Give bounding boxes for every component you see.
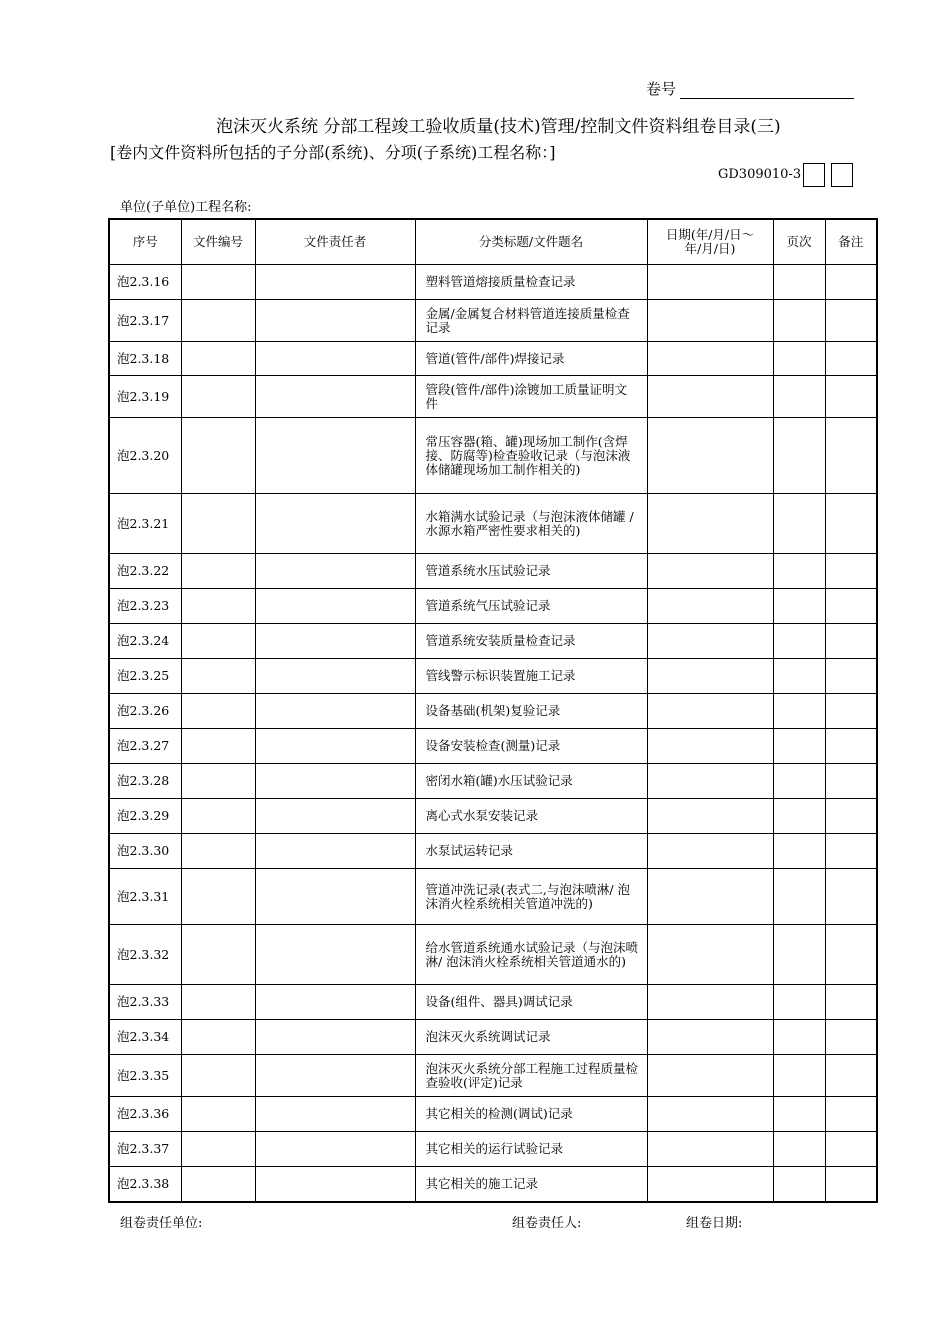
row-seq: 泡2.3.35 <box>109 1055 181 1097</box>
row-page <box>773 985 825 1020</box>
table-row <box>109 985 877 1020</box>
row-seq: 泡2.3.33 <box>109 985 181 1020</box>
row-remark <box>825 869 877 925</box>
row-date <box>647 624 773 659</box>
row-page <box>773 799 825 834</box>
row-remark <box>825 764 877 799</box>
row-remark <box>825 342 877 376</box>
row-title: 管线警示标识装置施工记录 <box>415 659 647 694</box>
row-date <box>647 694 773 729</box>
table-row <box>109 554 877 589</box>
row-page <box>773 925 825 985</box>
volume-number-line <box>680 98 854 99</box>
col-header-remark: 备注 <box>825 219 877 265</box>
row-title: 其它相关的施工记录 <box>415 1167 647 1202</box>
row-page <box>773 418 825 494</box>
row-seq: 泡2.3.31 <box>109 869 181 925</box>
row-page <box>773 694 825 729</box>
row-file-no <box>181 764 255 799</box>
col-header-page: 页次 <box>773 219 825 265</box>
row-page <box>773 1097 825 1132</box>
row-file-no <box>181 376 255 418</box>
row-page <box>773 494 825 554</box>
row-page <box>773 624 825 659</box>
table-row <box>109 589 877 624</box>
row-responsible <box>255 624 415 659</box>
row-remark <box>825 694 877 729</box>
row-date <box>647 799 773 834</box>
row-responsible <box>255 694 415 729</box>
row-seq: 泡2.3.21 <box>109 494 181 554</box>
row-title: 水箱满水试验记录（与泡沫液体储罐 /水源水箱严密性要求相关的) <box>415 494 647 554</box>
row-responsible <box>255 1020 415 1055</box>
row-remark <box>825 925 877 985</box>
row-seq: 泡2.3.36 <box>109 1097 181 1132</box>
row-remark <box>825 1020 877 1055</box>
row-date <box>647 494 773 554</box>
col-header-file-no: 文件编号 <box>181 219 255 265</box>
form-code: GD309010-3 <box>718 167 802 182</box>
row-file-no <box>181 1020 255 1055</box>
row-remark <box>825 659 877 694</box>
row-file-no <box>181 1132 255 1167</box>
table-row <box>109 869 877 925</box>
col-header-title: 分类标题/文件题名 <box>415 219 647 265</box>
row-title: 泡沫灭火系统分部工程施工过程质量检查验收(评定)记录 <box>415 1055 647 1097</box>
row-seq: 泡2.3.22 <box>109 554 181 589</box>
row-seq: 泡2.3.17 <box>109 300 181 342</box>
table-row <box>109 1020 877 1055</box>
code-box-2 <box>831 163 853 187</box>
footer-date-label: 组卷日期: <box>686 1216 743 1231</box>
table-row <box>109 1167 877 1202</box>
row-responsible <box>255 589 415 624</box>
row-file-no <box>181 985 255 1020</box>
row-seq: 泡2.3.18 <box>109 342 181 376</box>
row-date <box>647 834 773 869</box>
table-row <box>109 1055 877 1097</box>
unit-name-label: 单位(子单位)工程名称: <box>120 200 252 215</box>
row-responsible <box>255 729 415 764</box>
row-title: 塑料管道熔接质量检查记录 <box>415 265 647 300</box>
row-file-no <box>181 659 255 694</box>
row-responsible <box>255 376 415 418</box>
row-date <box>647 925 773 985</box>
row-file-no <box>181 834 255 869</box>
row-file-no <box>181 925 255 985</box>
footer-person-label: 组卷责任人: <box>512 1216 582 1231</box>
row-page <box>773 1055 825 1097</box>
row-remark <box>825 834 877 869</box>
row-seq: 泡2.3.34 <box>109 1020 181 1055</box>
row-page <box>773 834 825 869</box>
col-header-seq: 序号 <box>109 219 181 265</box>
table-row <box>109 1097 877 1132</box>
row-title: 密闭水箱(罐)水压试验记录 <box>415 764 647 799</box>
row-page <box>773 554 825 589</box>
row-date <box>647 659 773 694</box>
row-title: 管道冲洗记录(表式二,与泡沫喷淋/ 泡沫消火栓系统相关管道冲洗的) <box>415 869 647 925</box>
row-responsible <box>255 494 415 554</box>
row-title: 管道系统安装质量检查记录 <box>415 624 647 659</box>
row-file-no <box>181 1167 255 1202</box>
row-responsible <box>255 799 415 834</box>
row-date <box>647 418 773 494</box>
row-responsible <box>255 764 415 799</box>
row-title: 水泵试运转记录 <box>415 834 647 869</box>
row-file-no <box>181 799 255 834</box>
row-page <box>773 659 825 694</box>
row-title: 给水管道系统通水试验记录（与泡沫喷淋/ 泡沫消火栓系统相关管道通水的) <box>415 925 647 985</box>
row-seq: 泡2.3.16 <box>109 265 181 300</box>
row-page <box>773 300 825 342</box>
row-responsible <box>255 554 415 589</box>
volume-label: 卷号 <box>646 80 677 98</box>
row-title: 管道系统气压试验记录 <box>415 589 647 624</box>
col-header-responsible: 文件责任者 <box>255 219 415 265</box>
row-remark <box>825 1097 877 1132</box>
row-file-no <box>181 342 255 376</box>
table-row <box>109 300 877 342</box>
col-header-date <box>647 219 773 265</box>
row-date <box>647 589 773 624</box>
row-title: 其它相关的运行试验记录 <box>415 1132 647 1167</box>
col-header-date-text: 日期(年/月/日～年/月/日) <box>665 227 755 256</box>
row-seq: 泡2.3.25 <box>109 659 181 694</box>
row-file-no <box>181 624 255 659</box>
table-row <box>109 659 877 694</box>
row-title: 管道(管件/部件)焊接记录 <box>415 342 647 376</box>
row-date <box>647 265 773 300</box>
row-date <box>647 1055 773 1097</box>
row-file-no <box>181 1097 255 1132</box>
row-remark <box>825 1132 877 1167</box>
row-date <box>647 1132 773 1167</box>
code-box-1 <box>803 163 825 187</box>
row-responsible <box>255 985 415 1020</box>
row-responsible <box>255 300 415 342</box>
row-title: 泡沫灭火系统调试记录 <box>415 1020 647 1055</box>
row-date <box>647 1167 773 1202</box>
row-date <box>647 764 773 799</box>
row-remark <box>825 494 877 554</box>
row-responsible <box>255 418 415 494</box>
row-remark <box>825 265 877 300</box>
row-seq: 泡2.3.24 <box>109 624 181 659</box>
row-seq: 泡2.3.38 <box>109 1167 181 1202</box>
row-page <box>773 1167 825 1202</box>
row-file-no <box>181 729 255 764</box>
row-title: 设备(组件、器具)调试记录 <box>415 985 647 1020</box>
row-remark <box>825 554 877 589</box>
page-subtitle: [卷内文件资料所包括的子分部(系统)、分项(子系统)工程名称：] <box>110 143 556 162</box>
row-date <box>647 554 773 589</box>
row-file-no <box>181 418 255 494</box>
row-page <box>773 1132 825 1167</box>
row-seq: 泡2.3.19 <box>109 376 181 418</box>
row-seq: 泡2.3.26 <box>109 694 181 729</box>
row-title: 常压容器(箱、罐)现场加工制作(含焊接、防腐等)检查验收记录（与泡沫液体储罐现场加工制作相关的) <box>415 418 647 494</box>
row-remark <box>825 985 877 1020</box>
row-file-no <box>181 265 255 300</box>
row-seq: 泡2.3.27 <box>109 729 181 764</box>
row-seq: 泡2.3.30 <box>109 834 181 869</box>
row-seq: 泡2.3.37 <box>109 1132 181 1167</box>
row-file-no <box>181 554 255 589</box>
table-row <box>109 265 877 300</box>
table-header-row <box>109 219 877 265</box>
row-remark <box>825 589 877 624</box>
row-title: 管段(管件/部件)涂镀加工质量证明文件 <box>415 376 647 418</box>
row-remark <box>825 418 877 494</box>
table-row <box>109 925 877 985</box>
row-remark <box>825 376 877 418</box>
table-row <box>109 418 877 494</box>
row-date <box>647 342 773 376</box>
row-date <box>647 300 773 342</box>
row-remark <box>825 799 877 834</box>
row-responsible <box>255 1167 415 1202</box>
row-responsible <box>255 869 415 925</box>
row-seq: 泡2.3.23 <box>109 589 181 624</box>
row-remark <box>825 729 877 764</box>
row-page <box>773 265 825 300</box>
row-remark <box>825 1055 877 1097</box>
row-date <box>647 1097 773 1132</box>
row-title: 管道系统水压试验记录 <box>415 554 647 589</box>
row-file-no <box>181 589 255 624</box>
row-responsible <box>255 925 415 985</box>
row-responsible <box>255 265 415 300</box>
row-title: 金属/金属复合材料管道连接质量检查记录 <box>415 300 647 342</box>
row-seq: 泡2.3.28 <box>109 764 181 799</box>
row-title: 设备安装检查(测量)记录 <box>415 729 647 764</box>
row-file-no <box>181 494 255 554</box>
row-seq: 泡2.3.20 <box>109 418 181 494</box>
table-row <box>109 1132 877 1167</box>
catalog-table <box>108 218 878 1203</box>
row-page <box>773 729 825 764</box>
row-page <box>773 869 825 925</box>
row-responsible <box>255 342 415 376</box>
row-responsible <box>255 659 415 694</box>
row-page <box>773 376 825 418</box>
row-title: 离心式水泵安装记录 <box>415 799 647 834</box>
table-row <box>109 342 877 376</box>
table-row <box>109 764 877 799</box>
row-page <box>773 589 825 624</box>
table-row <box>109 376 877 418</box>
row-file-no <box>181 694 255 729</box>
row-remark <box>825 624 877 659</box>
row-responsible <box>255 1055 415 1097</box>
row-remark <box>825 300 877 342</box>
row-remark <box>825 1167 877 1202</box>
row-date <box>647 376 773 418</box>
row-file-no <box>181 869 255 925</box>
row-date <box>647 729 773 764</box>
row-file-no <box>181 1055 255 1097</box>
row-responsible <box>255 834 415 869</box>
footer-unit-label: 组卷责任单位: <box>120 1216 203 1231</box>
row-file-no <box>181 300 255 342</box>
table-row <box>109 624 877 659</box>
row-date <box>647 1020 773 1055</box>
row-title: 设备基础(机架)复验记录 <box>415 694 647 729</box>
row-title: 其它相关的检测(调试)记录 <box>415 1097 647 1132</box>
table-row <box>109 729 877 764</box>
table-row <box>109 834 877 869</box>
row-seq: 泡2.3.32 <box>109 925 181 985</box>
row-responsible <box>255 1097 415 1132</box>
row-date <box>647 985 773 1020</box>
row-date <box>647 869 773 925</box>
row-page <box>773 764 825 799</box>
row-page <box>773 1020 825 1055</box>
table-row <box>109 494 877 554</box>
row-seq: 泡2.3.29 <box>109 799 181 834</box>
row-page <box>773 342 825 376</box>
table-row <box>109 694 877 729</box>
page-title: 泡沫灭火系统 分部工程竣工验收质量(技术)管理/控制文件资料组卷目录(三) <box>216 117 781 137</box>
table-row <box>109 799 877 834</box>
row-responsible <box>255 1132 415 1167</box>
